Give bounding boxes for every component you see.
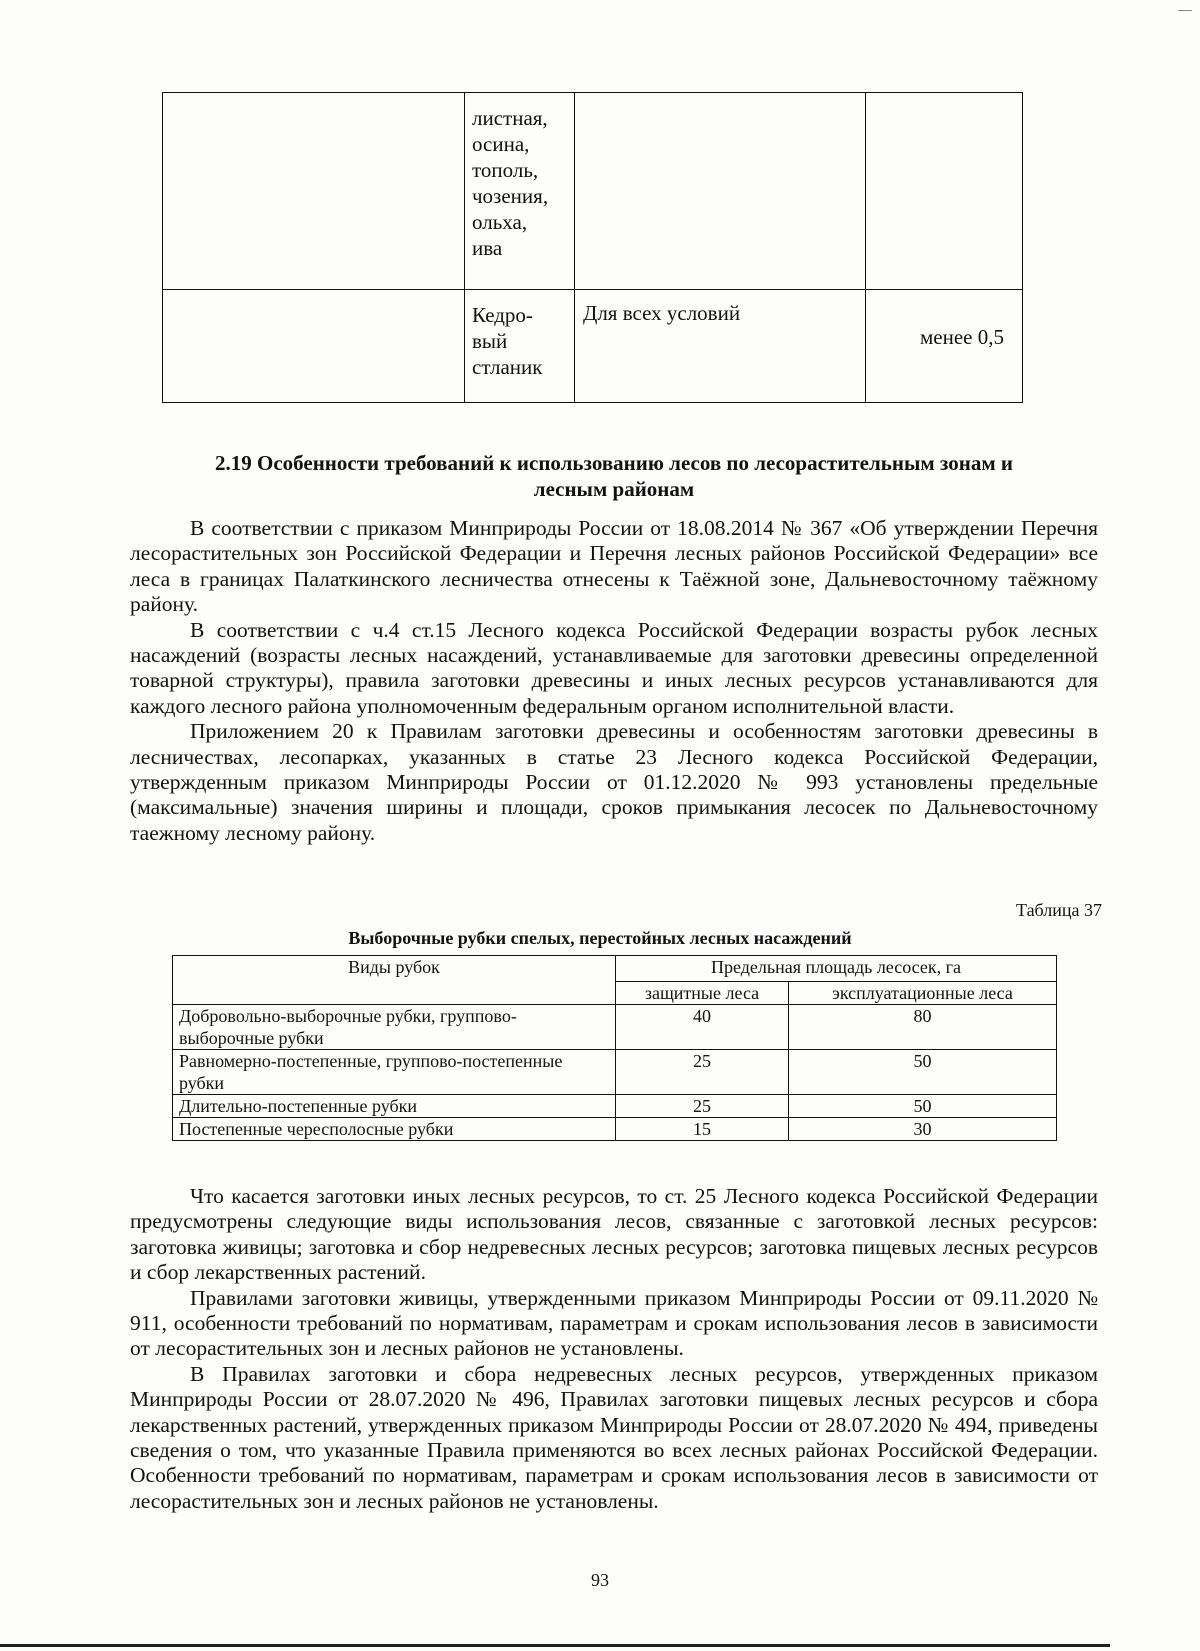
paragraph: Что касается заготовки иных лесных ресурсов, то ст. 25 Лесного кодекса Российской Федерации предусмотрены следующие виды использования лесов, связанные с заготовкой лесных ресурсов: заготовка живицы; заготовка и сбор недревесных лесных ресурсов; заготовка пищевых лесных ресурсов и сбор лекарственных растений. xyxy=(130,1184,1098,1285)
table-cell-value xyxy=(866,290,1023,403)
exploitation-value-cell: 80 xyxy=(789,1005,1057,1050)
protective-value-cell: 25 xyxy=(616,1095,789,1118)
value-text: менее 0,5 xyxy=(920,325,1004,349)
scan-corner-mark xyxy=(1178,10,1192,11)
exploitation-value-cell: 30 xyxy=(789,1118,1057,1141)
paragraph: В соответствии с ч.4 ст.15 Лесного кодекса Российской Федерации возрасты рубок лесных насаждений (возрасты лесных насаждений, устанавливаемые для заготовки древесины определенной товарной структуры), правила заготовки древесины и иных лесных ресурсов устанавливаются для каждого лесного района уполномоченным федеральным органом исполнительной власти. xyxy=(130,617,1098,718)
cutting-type-cell: Добровольно-выборочные рубки, групповo-выборочные рубки xyxy=(173,1005,616,1050)
header-cutting-type: Виды рубок xyxy=(173,956,616,1005)
species-line: осина, xyxy=(472,132,530,156)
paragraph: Правилами заготовки живицы, утвержденными приказом Минприроды России от 09.11.2020 № 911, особенности требований по нормативам, параметрам и срокам использования лесов в зависимости от лесорастительных зон и лесных районов не установлены. xyxy=(130,1285,1098,1361)
body-text-after-table xyxy=(130,1184,1098,1514)
species-line: тополь, xyxy=(472,158,539,182)
section-heading xyxy=(130,450,1098,502)
species-line: листная, xyxy=(472,106,548,130)
cutting-type-cell: Длительно-постепенные рубки xyxy=(173,1095,616,1118)
table-cell-empty xyxy=(163,290,465,403)
species-line: стланик xyxy=(472,355,543,379)
protective-value-cell: 25 xyxy=(616,1050,789,1095)
table-cell-empty xyxy=(163,93,465,290)
table-cell-condition: Для всех условий xyxy=(575,290,866,403)
heading-line: лесным районам xyxy=(533,477,695,501)
species-line: Кедро- xyxy=(472,303,533,327)
table-row xyxy=(173,1005,1057,1050)
page-number: 93 xyxy=(591,1570,609,1590)
cutting-type-cell: Равномерно-постепенные, группово-постепенные рубки xyxy=(173,1050,616,1095)
paragraph: В Правилах заготовки и сбора недревесных лесных ресурсов, утвержденных приказом Минприроды России от 28.07.2020 № 496, Правилах заготовки пищевых лесных ресурсов и сбора лекарственных растений, утвержденных приказом Минприроды России от 28.07.2020 № 494, приведены сведения о том, что указанные Правила применяются во всех лесных районах Российской Федерации. Особенности требований по нормативам, параметрам и срокам использования лесов в зависимости от лесорастительных зон и лесных районов не установлены. xyxy=(130,1361,1098,1513)
exploitation-value-cell: 50 xyxy=(789,1095,1057,1118)
paragraph: Приложением 20 к Правилам заготовки древесины и особенностям заготовки древесины в лесничествах, лесопарках, указанных в статье 23 Лесного кодекса Российской Федерации, утвержденным приказом Минприроды России от 01.12.2020 № 993 установлены предельные (максимальные) значения ширины и площади, сроков примыкания лесосек по Дальневосточному таежному лесному району. xyxy=(130,719,1098,845)
table-header-row xyxy=(173,956,1057,982)
scan-edge-line xyxy=(0,1644,1110,1647)
header-exploitation-forests: эксплуатационные леса xyxy=(789,982,1057,1005)
cutting-type-cell: Постепенные чересполосные рубки xyxy=(173,1118,616,1141)
cutting-area-table xyxy=(172,955,1057,1141)
heading-line: 2.19 Особенности требований к использованию лесов по лесорастительным зонам и xyxy=(215,451,1013,475)
body-text-before-table xyxy=(130,516,1098,846)
table-row xyxy=(173,1095,1057,1118)
table-cell-empty xyxy=(866,93,1023,290)
species-line: ольха, xyxy=(472,210,528,234)
table-cell-species xyxy=(465,290,575,403)
table-title: Выборочные рубки спелых, перестойных лесных насаждений xyxy=(348,928,852,948)
species-line: вый xyxy=(472,329,508,353)
continued-table xyxy=(162,92,1023,403)
table-row xyxy=(173,1050,1057,1095)
header-max-area: Предельная площадь лесосек, га xyxy=(616,956,1057,982)
protective-value-cell: 15 xyxy=(616,1118,789,1141)
species-line: чозения, xyxy=(472,184,549,208)
exploitation-value-cell: 50 xyxy=(789,1050,1057,1095)
protective-value-cell: 40 xyxy=(616,1005,789,1050)
table-cell-empty xyxy=(575,93,866,290)
header-protective-forests: защитные леса xyxy=(616,982,789,1005)
table-number: Таблица 37 xyxy=(1016,900,1102,920)
table-row xyxy=(163,290,1023,403)
table-row xyxy=(173,1118,1057,1141)
table-row xyxy=(163,93,1023,290)
table-cell-species xyxy=(465,93,575,290)
paragraph: В соответствии с приказом Минприроды России от 18.08.2014 № 367 «Об утверждении Перечня лесорастительных зон Российской Федерации и Перечня лесных районов Российской Федерации» все леса в границах Палаткинского лесничества отнесены к Таёжной зоне, Дальневосточному таёжному району. xyxy=(130,516,1098,617)
species-line: ива xyxy=(472,236,503,260)
